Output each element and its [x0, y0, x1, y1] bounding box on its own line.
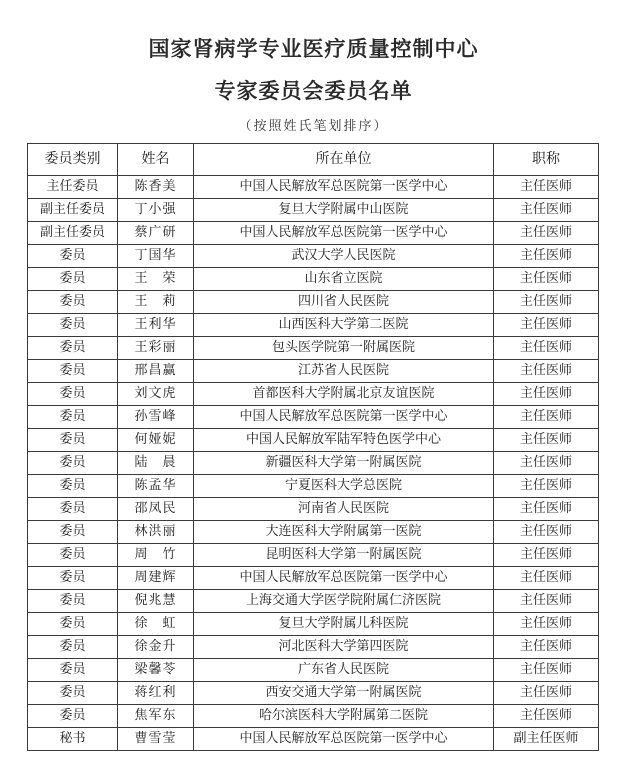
- table-row: [28, 452, 599, 475]
- cell-institution: 首都医科大学附属北京友谊医院: [194, 383, 494, 406]
- cell-category: 委员: [28, 429, 118, 452]
- cell-title: 主任医师: [494, 705, 599, 728]
- column-header-institution: 所在单位: [194, 144, 494, 176]
- cell-institution: 宁夏医科大学总医院: [194, 475, 494, 498]
- cell-institution: 武汉大学人民医院: [194, 245, 494, 268]
- table-body: [28, 176, 599, 751]
- cell-title: 主任医师: [494, 360, 599, 383]
- cell-institution: 中国人民解放军总医院第一医学中心: [194, 176, 494, 199]
- table-row: [28, 176, 599, 199]
- cell-title: 主任医师: [494, 567, 599, 590]
- cell-institution: 新疆医科大学第一附属医院: [194, 452, 494, 475]
- table-row: [28, 544, 599, 567]
- cell-title: 主任医师: [494, 176, 599, 199]
- cell-title: 主任医师: [494, 544, 599, 567]
- table-header-row: [28, 144, 599, 176]
- cell-institution: 山西医科大学第二医院: [194, 314, 494, 337]
- cell-institution: 西安交通大学第一附属医院: [194, 682, 494, 705]
- cell-institution: 复旦大学附属中山医院: [194, 199, 494, 222]
- cell-title: 主任医师: [494, 498, 599, 521]
- table-row: [28, 475, 599, 498]
- cell-category: 委员: [28, 705, 118, 728]
- column-header-title: 职称: [494, 144, 599, 176]
- cell-name: 陈孟华: [118, 475, 194, 498]
- cell-title: 主任医师: [494, 406, 599, 429]
- cell-category: 委员: [28, 291, 118, 314]
- cell-category: 委员: [28, 544, 118, 567]
- cell-institution: 上海交通大学医学院附属仁济医院: [194, 590, 494, 613]
- cell-category: 委员: [28, 590, 118, 613]
- cell-institution: 大连医科大学附属第一医院: [194, 521, 494, 544]
- cell-category: 委员: [28, 452, 118, 475]
- cell-name: 邢昌赢: [118, 360, 194, 383]
- table-row: [28, 705, 599, 728]
- cell-name: 王利华: [118, 314, 194, 337]
- cell-institution: 河南省人民医院: [194, 498, 494, 521]
- table-row: [28, 360, 599, 383]
- cell-institution: 中国人民解放军总医院第一医学中心: [194, 222, 494, 245]
- cell-name: 刘文虎: [118, 383, 194, 406]
- table-row: [28, 659, 599, 682]
- table-row: [28, 429, 599, 452]
- cell-name: 丁国华: [118, 245, 194, 268]
- cell-name: 王 荣: [118, 268, 194, 291]
- cell-name: 周建辉: [118, 567, 194, 590]
- cell-title: 副主任医师: [494, 728, 599, 751]
- cell-category: 委员: [28, 245, 118, 268]
- cell-institution: 哈尔滨医科大学附属第二医院: [194, 705, 494, 728]
- table-row: [28, 268, 599, 291]
- cell-name: 何娅妮: [118, 429, 194, 452]
- table-row: [28, 682, 599, 705]
- table-row: [28, 406, 599, 429]
- table-row: [28, 613, 599, 636]
- cell-name: 邵凤民: [118, 498, 194, 521]
- cell-name: 周 竹: [118, 544, 194, 567]
- cell-title: 主任医师: [494, 521, 599, 544]
- cell-category: 委员: [28, 337, 118, 360]
- table-row: [28, 636, 599, 659]
- cell-category: 委员: [28, 521, 118, 544]
- cell-name: 王 莉: [118, 291, 194, 314]
- cell-title: 主任医师: [494, 245, 599, 268]
- table-row: [28, 245, 599, 268]
- cell-title: 主任医师: [494, 314, 599, 337]
- cell-category: 委员: [28, 498, 118, 521]
- cell-category: 副主任委员: [28, 222, 118, 245]
- table-row: [28, 222, 599, 245]
- cell-category: 秘书: [28, 728, 118, 751]
- table-row: [28, 337, 599, 360]
- cell-category: 主任委员: [28, 176, 118, 199]
- cell-title: 主任医师: [494, 337, 599, 360]
- cell-name: 王彩丽: [118, 337, 194, 360]
- table-row: [28, 590, 599, 613]
- cell-title: 主任医师: [494, 613, 599, 636]
- cell-title: 主任医师: [494, 590, 599, 613]
- member-table: [27, 143, 599, 751]
- column-header-name: 姓名: [118, 144, 194, 176]
- cell-institution: 江苏省人民医院: [194, 360, 494, 383]
- table-row: [28, 521, 599, 544]
- cell-category: 委员: [28, 659, 118, 682]
- cell-title: 主任医师: [494, 429, 599, 452]
- cell-institution: 山东省立医院: [194, 268, 494, 291]
- cell-category: 委员: [28, 567, 118, 590]
- cell-name: 陆 晨: [118, 452, 194, 475]
- table-row: [28, 498, 599, 521]
- document-subtitle: 专家委员会委员名单: [214, 79, 413, 103]
- cell-name: 倪兆慧: [118, 590, 194, 613]
- cell-institution: 中国人民解放军总医院第一医学中心: [194, 728, 494, 751]
- cell-name: 徐 虹: [118, 613, 194, 636]
- cell-category: 委员: [28, 613, 118, 636]
- cell-name: 林洪丽: [118, 521, 194, 544]
- cell-category: 委员: [28, 268, 118, 291]
- cell-name: 孙雪峰: [118, 406, 194, 429]
- cell-institution: 中国人民解放军陆军特色医学中心: [194, 429, 494, 452]
- cell-title: 主任医师: [494, 659, 599, 682]
- table-row: [28, 728, 599, 751]
- cell-title: 主任医师: [494, 636, 599, 659]
- cell-category: 委员: [28, 682, 118, 705]
- table-row: [28, 199, 599, 222]
- cell-category: 委员: [28, 383, 118, 406]
- cell-institution: 广东省人民医院: [194, 659, 494, 682]
- cell-category: 委员: [28, 360, 118, 383]
- table-row: [28, 314, 599, 337]
- cell-title: 主任医师: [494, 199, 599, 222]
- cell-name: 丁小强: [118, 199, 194, 222]
- cell-name: 蔡广研: [118, 222, 194, 245]
- cell-category: 委员: [28, 314, 118, 337]
- cell-name: 陈香美: [118, 176, 194, 199]
- cell-title: 主任医师: [494, 682, 599, 705]
- cell-title: 主任医师: [494, 452, 599, 475]
- sort-note: （按照姓氏笔划排序）: [238, 119, 389, 134]
- cell-title: 主任医师: [494, 383, 599, 406]
- cell-institution: 包头医学院第一附属医院: [194, 337, 494, 360]
- cell-category: 副主任委员: [28, 199, 118, 222]
- table-row: [28, 383, 599, 406]
- document-title: 国家肾病学专业医疗质量控制中心: [148, 37, 479, 61]
- cell-institution: 昆明医科大学第一附属医院: [194, 544, 494, 567]
- cell-name: 焦军东: [118, 705, 194, 728]
- cell-institution: 河北医科大学第四医院: [194, 636, 494, 659]
- cell-category: 委员: [28, 406, 118, 429]
- cell-name: 徐金升: [118, 636, 194, 659]
- cell-institution: 四川省人民医院: [194, 291, 494, 314]
- table-row: [28, 567, 599, 590]
- cell-name: 梁馨苓: [118, 659, 194, 682]
- cell-category: 委员: [28, 475, 118, 498]
- cell-institution: 中国人民解放军总医院第一医学中心: [194, 406, 494, 429]
- cell-title: 主任医师: [494, 475, 599, 498]
- cell-institution: 中国人民解放军总医院第一医学中心: [194, 567, 494, 590]
- cell-title: 主任医师: [494, 268, 599, 291]
- table-row: [28, 291, 599, 314]
- column-header-category: 委员类别: [28, 144, 118, 176]
- cell-title: 主任医师: [494, 291, 599, 314]
- cell-name: 曹雪莹: [118, 728, 194, 751]
- cell-institution: 复旦大学附属儿科医院: [194, 613, 494, 636]
- cell-name: 蒋红利: [118, 682, 194, 705]
- cell-title: 主任医师: [494, 222, 599, 245]
- cell-category: 委员: [28, 636, 118, 659]
